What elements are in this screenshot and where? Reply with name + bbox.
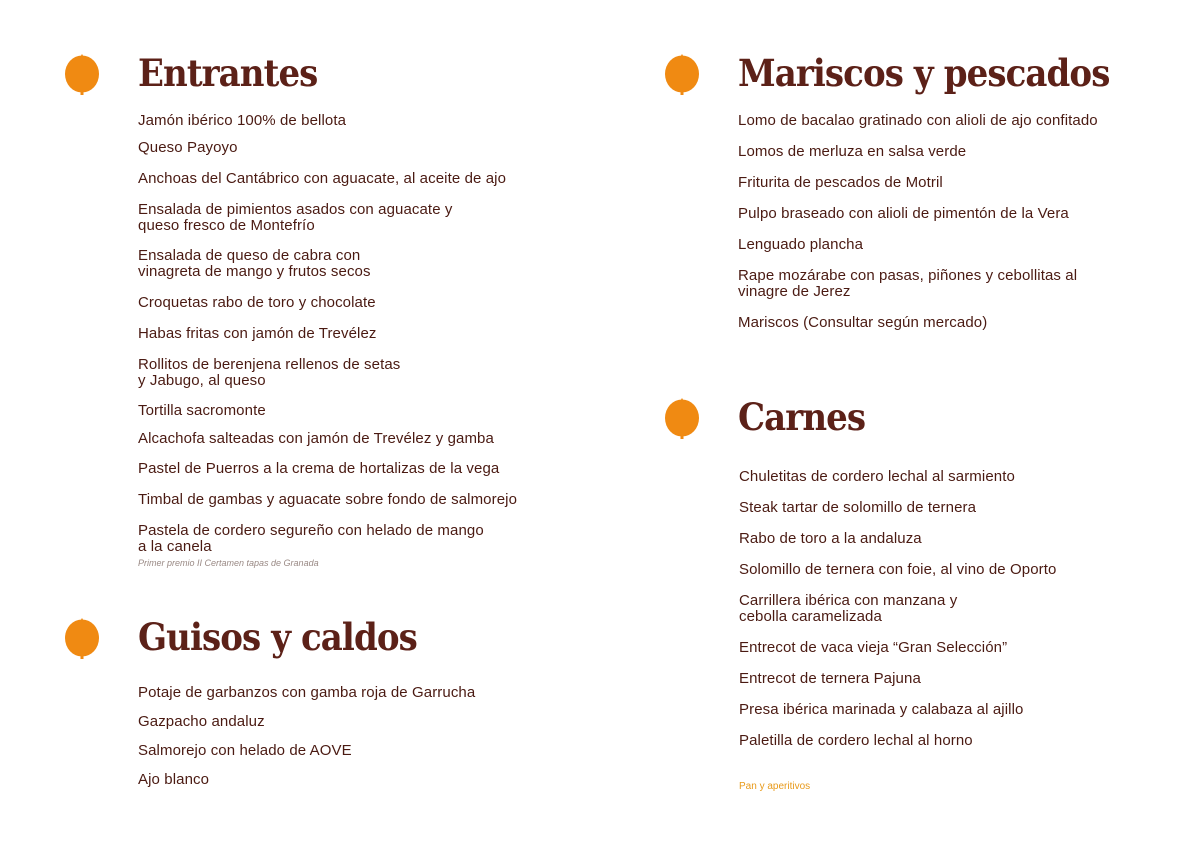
section-mariscos — [664, 50, 1184, 331]
menu-item: Presa ibérica marinada y calabaza al ajillo — [739, 701, 1024, 718]
orange-fruit-icon — [64, 614, 100, 660]
menu-item: Queso Payoyo — [138, 139, 238, 156]
menu-item: Solomillo de ternera con foie, al vino de Oporto — [739, 561, 1057, 578]
menu-item: Chuletitas de cordero lechal al sarmiento — [739, 468, 1015, 485]
menu-list — [138, 685, 475, 788]
menu-list — [738, 113, 1098, 331]
menu-item: Entrecot de vaca vieja “Gran Selección” — [739, 639, 1008, 656]
menu-item: Alcachofa salteadas con jamón de Trevélez y gamba — [138, 430, 494, 447]
section-title: Guisos y caldos — [138, 615, 417, 659]
orange-fruit-icon — [64, 50, 100, 96]
menu-item: Gazpacho andaluz — [138, 713, 265, 730]
menu-item: Ensalada de queso de cabra con vinagreta de mango y frutos secos — [138, 247, 371, 280]
menu-item: Rollitos de berenjena rellenos de setas y Jabugo, al queso — [138, 356, 401, 389]
menu-item: Mariscos (Consultar según mercado) — [738, 314, 988, 331]
menu-item: Pulpo braseado con alioli de pimentón de la Vera — [738, 205, 1069, 222]
menu-item: Lomos de merluza en salsa verde — [738, 143, 967, 160]
menu-item: Entrecot de ternera Pajuna — [739, 670, 921, 687]
menu-item: Lenguado plancha — [738, 236, 864, 253]
menu-item: Ajo blanco — [138, 771, 210, 788]
menu-item: Salmorejo con helado de AOVE — [138, 742, 352, 759]
menu-item: Friturita de pescados de Motril — [738, 174, 943, 191]
menu-item: Rape mozárabe con pasas, piñones y cebollitas al vinagre de Jerez — [738, 267, 1078, 300]
menu-item: Lomo de bacalao gratinado con alioli de ajo confitado — [738, 112, 1098, 129]
menu-list — [138, 113, 517, 569]
section-guisos — [64, 614, 584, 788]
menu-item: Potaje de garbanzos con gamba roja de Garrucha — [138, 684, 476, 701]
menu-item: Paletilla de cordero lechal al horno — [739, 732, 973, 749]
menu-item: Croquetas rabo de toro y chocolate — [138, 294, 376, 311]
section-header — [664, 394, 1184, 440]
menu-item: Anchoas del Cantábrico con aguacate, al aceite de ajo — [138, 170, 507, 187]
award-note: Primer premio II Certamen tapas de Granada — [138, 558, 319, 568]
orange-fruit-icon — [664, 50, 700, 96]
footer-note: Pan y aperitivos — [739, 781, 811, 792]
section-header — [64, 50, 584, 96]
orange-fruit-icon — [664, 394, 700, 440]
menu-item: Rabo de toro a la andaluza — [739, 530, 922, 547]
section-header — [64, 614, 584, 660]
menu-item: Timbal de gambas y aguacate sobre fondo de salmorejo — [138, 491, 518, 508]
menu-item: Pastela de cordero segureño con helado de mango a la canela — [138, 522, 484, 555]
menu-list — [739, 469, 1056, 749]
section-title: Mariscos y pescados — [738, 51, 1110, 95]
section-title: Entrantes — [138, 51, 318, 95]
section-title: Carnes — [738, 395, 866, 439]
menu-item: Ensalada de pimientos asados con aguacate y queso fresco de Montefrío — [138, 201, 453, 234]
section-header — [664, 50, 1184, 96]
section-carnes — [664, 394, 1184, 749]
menu-item: Carrillera ibérica con manzana y cebolla caramelizada — [739, 592, 958, 625]
menu-item: Tortilla sacromonte — [138, 402, 266, 419]
menu-item: Steak tartar de solomillo de ternera — [739, 499, 977, 516]
menu-item: Pastel de Puerros a la crema de hortalizas de la vega — [138, 460, 500, 477]
menu-item: Jamón ibérico 100% de bellota — [138, 112, 347, 129]
section-entrantes — [64, 50, 584, 568]
menu-item: Habas fritas con jamón de Trevélez — [138, 325, 377, 342]
